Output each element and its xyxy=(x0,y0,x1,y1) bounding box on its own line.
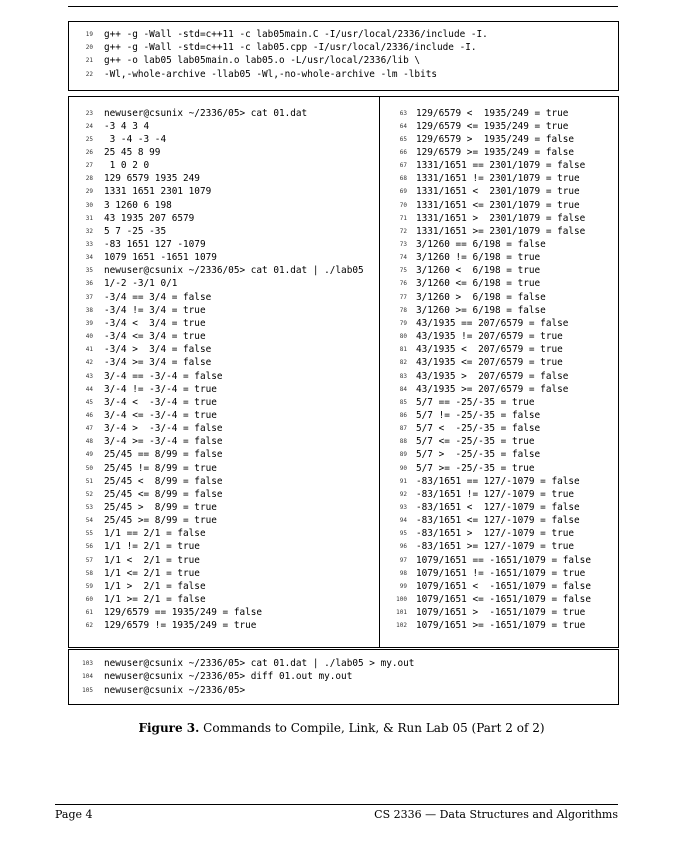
line-number: 66 xyxy=(399,148,407,156)
code-text: 25/45 >= 8/99 = true xyxy=(104,515,217,527)
code-line xyxy=(69,619,256,632)
code-line xyxy=(69,409,217,422)
code-text: 25/45 > 8/99 = true xyxy=(104,502,217,513)
code-line xyxy=(379,146,574,159)
code-text: -83/1651 <= 127/-1079 = false xyxy=(416,515,580,527)
code-text: 25/45 == 8/99 = false xyxy=(104,449,223,461)
line-number: 28 xyxy=(85,175,93,183)
code-text: 3/-4 > -3/-4 = false xyxy=(104,423,223,435)
line-number: 41 xyxy=(85,346,93,354)
line-number: 82 xyxy=(399,359,407,367)
code-line xyxy=(379,448,540,461)
code-text: newuser@csunix ~/2336/05> diff 01.out my.out xyxy=(104,671,353,683)
code-line xyxy=(69,330,206,343)
line-number: 73 xyxy=(399,241,407,248)
code-line xyxy=(379,212,585,225)
line-number: 99 xyxy=(399,582,407,590)
line-number: 32 xyxy=(85,227,93,235)
code-text: -3/4 <= 3/4 = true xyxy=(104,331,206,343)
run-output-box xyxy=(68,96,619,648)
code-text: newuser@csunix ~/2336/05> xyxy=(104,684,246,696)
figure-label: Figure 3. xyxy=(138,721,200,735)
code-text: 3/-4 == -3/-4 = false xyxy=(104,370,223,382)
code-line xyxy=(69,657,414,670)
line-number: 90 xyxy=(399,464,407,472)
code-text: -3/4 > 3/4 = false xyxy=(104,344,212,356)
code-text: 1331/1651 > 2301/1079 = false xyxy=(416,212,586,224)
code-text: 5 7 -25 -35 xyxy=(104,225,167,237)
line-number: 39 xyxy=(85,319,93,327)
code-text: 43 1935 207 6579 xyxy=(104,212,195,224)
line-number: 54 xyxy=(85,517,93,525)
code-line xyxy=(379,304,546,317)
line-number: 51 xyxy=(85,477,93,485)
code-text: g++ -g -Wall -std=c++11 -c lab05main.C -I/usr/local/2336/include -I. xyxy=(104,29,488,40)
code-line xyxy=(379,554,591,567)
line-number: 52 xyxy=(85,490,93,498)
code-text: 25 45 8 99 xyxy=(104,146,161,158)
line-number: 44 xyxy=(85,385,93,393)
line-number: 24 xyxy=(85,122,93,130)
code-text: -83/1651 != 127/-1079 = true xyxy=(416,488,575,500)
line-number: 57 xyxy=(85,556,93,564)
line-number: 71 xyxy=(399,214,407,222)
code-text: 129/6579 != 1935/249 = true xyxy=(104,620,257,632)
code-text: 1079/1651 > -1651/1079 = true xyxy=(416,607,586,619)
code-line xyxy=(379,238,546,251)
code-line xyxy=(69,107,307,120)
code-text: 1331/1651 == 2301/1079 = false xyxy=(416,160,586,172)
line-number: 38 xyxy=(85,306,93,314)
line-number: 78 xyxy=(399,306,407,314)
compile-commands-box xyxy=(68,21,619,91)
code-line xyxy=(69,133,166,146)
code-text: -3 4 3 4 xyxy=(104,120,150,132)
line-number: 97 xyxy=(399,556,407,564)
line-number: 105 xyxy=(82,686,93,694)
line-number: 103 xyxy=(82,660,93,667)
code-text: 1079/1651 <= -1651/1079 = false xyxy=(416,594,591,606)
code-line xyxy=(69,514,217,527)
code-text: 129 6579 1935 249 xyxy=(104,173,200,185)
line-number: 91 xyxy=(399,477,407,485)
code-text: newuser@csunix ~/2336/05> cat 01.dat xyxy=(104,107,308,119)
line-number: 89 xyxy=(399,451,407,459)
line-number: 69 xyxy=(399,188,407,196)
code-text: 3/1260 == 6/198 = false xyxy=(416,239,546,250)
code-line xyxy=(379,251,540,264)
code-line xyxy=(379,185,580,198)
code-line xyxy=(379,199,580,212)
code-text: 5/7 == -25/-35 = true xyxy=(416,396,535,408)
code-text: newuser@csunix ~/2336/05> cat 01.dat | ./lab05 xyxy=(104,265,364,277)
line-number: 23 xyxy=(85,109,93,117)
code-line xyxy=(379,593,591,606)
code-line xyxy=(69,120,149,133)
code-line xyxy=(69,238,206,251)
code-line xyxy=(379,356,563,369)
code-text: 3/-4 < -3/-4 = true xyxy=(104,396,217,408)
code-line xyxy=(69,462,217,475)
code-text: 5/7 != -25/-35 = false xyxy=(416,409,541,421)
line-number: 75 xyxy=(399,267,407,275)
code-line xyxy=(379,120,568,133)
line-number: 27 xyxy=(85,162,93,170)
line-number: 72 xyxy=(399,227,407,235)
code-line xyxy=(379,409,540,422)
code-text: 1079 1651 -1651 1079 xyxy=(104,252,217,264)
code-line xyxy=(69,501,217,514)
code-line xyxy=(379,396,535,409)
line-number: 63 xyxy=(399,109,407,117)
code-line xyxy=(69,396,217,409)
code-line xyxy=(69,370,223,383)
code-line xyxy=(69,606,262,619)
code-text: 25/45 < 8/99 = false xyxy=(104,475,223,487)
code-text: 1/1 == 2/1 = false xyxy=(104,528,206,540)
code-text: -83 1651 127 -1079 xyxy=(104,239,206,250)
diff-commands-box xyxy=(68,649,619,705)
code-line xyxy=(69,212,194,225)
line-number: 77 xyxy=(399,293,407,301)
code-text: 1079/1651 != -1651/1079 = true xyxy=(416,567,586,579)
line-number: 98 xyxy=(399,569,407,577)
code-line xyxy=(69,264,364,277)
code-text: 43/1935 >= 207/6579 = false xyxy=(416,383,569,395)
line-number: 31 xyxy=(85,214,93,222)
code-text: 1079/1651 < -1651/1079 = false xyxy=(416,580,591,592)
line-number: 34 xyxy=(85,254,93,262)
code-text: 129/6579 <= 1935/249 = true xyxy=(416,120,569,132)
code-text: 1/1 > 2/1 = false xyxy=(104,580,206,592)
page-number: Page 4 xyxy=(55,808,93,821)
code-text: 1 0 2 0 xyxy=(104,160,150,172)
code-text: 43/1935 < 207/6579 = true xyxy=(416,344,563,356)
line-number: 68 xyxy=(399,175,407,183)
code-text: 43/1935 == 207/6579 = false xyxy=(416,317,569,329)
line-number: 92 xyxy=(399,490,407,498)
code-line xyxy=(379,383,568,396)
line-number: 21 xyxy=(85,57,93,65)
code-line xyxy=(69,435,223,448)
code-line xyxy=(69,172,200,185)
line-number: 85 xyxy=(399,398,407,406)
code-text: 129/6579 >= 1935/249 = false xyxy=(416,146,575,158)
code-line xyxy=(69,567,200,580)
line-number: 96 xyxy=(399,543,407,551)
code-text: 3/1260 >= 6/198 = false xyxy=(416,304,546,316)
code-line xyxy=(379,540,574,553)
line-number: 74 xyxy=(399,254,407,262)
line-number: 100 xyxy=(396,596,407,604)
line-number: 48 xyxy=(85,438,93,446)
code-text: -3/4 < 3/4 = true xyxy=(104,317,206,329)
code-line xyxy=(69,670,352,683)
code-text: 5/7 < -25/-35 = false xyxy=(416,423,541,435)
line-number: 33 xyxy=(85,241,93,248)
code-text: 1/1 != 2/1 = true xyxy=(104,541,200,553)
code-line xyxy=(379,580,591,593)
code-line xyxy=(69,68,437,81)
line-number: 56 xyxy=(85,543,93,551)
code-line xyxy=(69,185,211,198)
code-line xyxy=(69,488,223,501)
code-line xyxy=(69,448,223,461)
code-text: 1331 1651 2301 1079 xyxy=(104,186,212,198)
code-text: 5/7 <= -25/-35 = true xyxy=(416,436,535,448)
code-text: 129/6579 == 1935/249 = false xyxy=(104,607,263,619)
code-text: 3 1260 6 198 xyxy=(104,199,172,211)
line-number: 29 xyxy=(85,188,93,196)
code-line xyxy=(69,28,488,41)
line-number: 84 xyxy=(399,385,407,393)
line-number: 45 xyxy=(85,398,93,406)
code-text: -83/1651 == 127/-1079 = false xyxy=(416,475,580,487)
code-text: 1079/1651 >= -1651/1079 = true xyxy=(416,620,586,632)
code-text: -83/1651 > 127/-1079 = true xyxy=(416,528,575,540)
line-number: 79 xyxy=(399,319,407,327)
line-number: 55 xyxy=(85,530,93,538)
code-line xyxy=(379,422,540,435)
line-number: 104 xyxy=(82,673,93,681)
line-number: 50 xyxy=(85,464,93,472)
line-number: 58 xyxy=(85,569,93,577)
code-line xyxy=(69,225,166,238)
code-text: 1079/1651 == -1651/1079 = false xyxy=(416,554,591,566)
code-line xyxy=(379,343,563,356)
code-text: 3/1260 < 6/198 = true xyxy=(416,265,541,277)
code-text: 1331/1651 >= 2301/1079 = false xyxy=(416,225,586,237)
code-text: 129/6579 < 1935/249 = true xyxy=(416,107,569,119)
course-title: CS 2336 — Data Structures and Algorithms xyxy=(374,808,618,821)
code-text: 3/1260 > 6/198 = false xyxy=(416,291,546,303)
line-number: 94 xyxy=(399,517,407,525)
code-line xyxy=(379,225,585,238)
code-line xyxy=(379,501,580,514)
code-line xyxy=(69,41,477,54)
code-text: 3/1260 != 6/198 = true xyxy=(416,252,541,264)
line-number: 53 xyxy=(85,504,93,511)
code-line xyxy=(69,356,211,369)
code-text: 3/1260 <= 6/198 = true xyxy=(416,278,541,290)
code-text: -3/4 != 3/4 = true xyxy=(104,304,206,316)
line-number: 30 xyxy=(85,201,93,209)
figure-caption xyxy=(0,721,683,735)
code-line xyxy=(379,462,535,475)
code-line xyxy=(379,330,563,343)
code-text: -83/1651 < 127/-1079 = false xyxy=(416,502,580,513)
line-number: 83 xyxy=(399,372,407,380)
line-number: 35 xyxy=(85,267,93,275)
line-number: 87 xyxy=(399,425,407,433)
line-number: 62 xyxy=(85,622,93,630)
code-text: 5/7 > -25/-35 = false xyxy=(416,449,541,461)
line-number: 40 xyxy=(85,333,93,341)
code-line xyxy=(379,291,546,304)
code-line xyxy=(379,619,585,632)
code-text: 1/-2 -3/1 0/1 xyxy=(104,278,178,290)
code-line xyxy=(379,475,580,488)
line-number: 60 xyxy=(85,596,93,604)
code-line xyxy=(69,251,217,264)
code-line xyxy=(69,540,200,553)
top-rule xyxy=(68,6,618,7)
code-line xyxy=(69,554,200,567)
line-number: 59 xyxy=(85,582,93,590)
line-number: 86 xyxy=(399,411,407,419)
code-line xyxy=(379,317,568,330)
code-line xyxy=(69,54,420,67)
code-line xyxy=(69,317,206,330)
code-text: 3/-4 != -3/-4 = true xyxy=(104,383,217,395)
code-line xyxy=(379,514,580,527)
line-number: 64 xyxy=(399,122,407,130)
code-text: g++ -o lab05 lab05main.o lab05.o -L/usr/local/2336/lib \ xyxy=(104,55,421,67)
line-number: 36 xyxy=(85,280,93,288)
code-line xyxy=(379,606,585,619)
line-number: 76 xyxy=(399,280,407,288)
code-text: 1331/1651 <= 2301/1079 = true xyxy=(416,199,580,211)
code-line xyxy=(69,343,211,356)
line-number: 81 xyxy=(399,346,407,354)
code-text: 1331/1651 != 2301/1079 = true xyxy=(416,173,580,185)
code-text: 43/1935 <= 207/6579 = true xyxy=(416,357,563,369)
line-number: 95 xyxy=(399,530,407,538)
line-number: 70 xyxy=(399,201,407,209)
code-line xyxy=(69,422,223,435)
code-line xyxy=(379,488,574,501)
code-text: 3/-4 <= -3/-4 = true xyxy=(104,409,217,421)
line-number: 93 xyxy=(399,504,407,511)
code-line xyxy=(69,580,206,593)
code-line xyxy=(379,172,580,185)
line-number: 67 xyxy=(399,162,407,170)
line-number: 65 xyxy=(399,135,407,143)
line-number: 20 xyxy=(85,44,93,52)
code-text: 25/45 != 8/99 = true xyxy=(104,462,217,474)
footer-rule xyxy=(55,804,618,805)
code-line xyxy=(69,146,160,159)
code-line xyxy=(379,527,574,540)
code-line xyxy=(379,435,535,448)
code-line xyxy=(69,304,206,317)
line-number: 42 xyxy=(85,359,93,367)
code-text: 3/-4 >= -3/-4 = false xyxy=(104,436,223,448)
code-line xyxy=(69,199,172,212)
code-text: -3/4 == 3/4 = false xyxy=(104,291,212,303)
code-line xyxy=(379,159,585,172)
code-text: newuser@csunix ~/2336/05> cat 01.dat | ./lab05 > my.out xyxy=(104,658,415,669)
code-text: 1/1 >= 2/1 = false xyxy=(104,594,206,606)
code-text: 129/6579 > 1935/249 = false xyxy=(416,133,575,145)
figure-caption-text: Commands to Compile, Link, & Run Lab 05 (Part 2 of 2) xyxy=(203,721,545,735)
line-number: 46 xyxy=(85,411,93,419)
code-text: -3/4 >= 3/4 = false xyxy=(104,357,212,369)
code-line xyxy=(69,383,217,396)
code-text: 1/1 <= 2/1 = true xyxy=(104,567,200,579)
line-number: 47 xyxy=(85,425,93,433)
line-number: 102 xyxy=(396,622,407,630)
line-number: 22 xyxy=(85,70,93,78)
code-line xyxy=(69,277,177,290)
line-number: 25 xyxy=(85,135,93,143)
code-line xyxy=(69,291,211,304)
code-text: 3 -4 -3 -4 xyxy=(104,133,167,145)
code-line xyxy=(379,133,574,146)
code-line xyxy=(379,567,585,580)
code-text: -83/1651 >= 127/-1079 = true xyxy=(416,541,575,553)
code-text: -Wl,-whole-archive -llab05 -Wl,-no-whole-archive -lm -lbits xyxy=(104,68,438,80)
code-line xyxy=(69,593,206,606)
code-text: 1/1 < 2/1 = true xyxy=(104,554,200,566)
line-number: 19 xyxy=(85,31,93,38)
code-line xyxy=(379,370,568,383)
code-text: g++ -g -Wall -std=c++11 -c lab05.cpp -I/usr/local/2336/include -I. xyxy=(104,42,477,54)
line-number: 88 xyxy=(399,438,407,446)
code-line xyxy=(69,527,206,540)
code-line xyxy=(379,107,568,120)
line-number: 37 xyxy=(85,293,93,301)
code-text: 5/7 >= -25/-35 = true xyxy=(416,462,535,474)
line-number: 49 xyxy=(85,451,93,459)
code-text: 1331/1651 < 2301/1079 = true xyxy=(416,186,580,198)
line-number: 80 xyxy=(399,333,407,341)
code-line xyxy=(379,264,540,277)
code-line xyxy=(69,475,223,488)
code-text: 25/45 <= 8/99 = false xyxy=(104,488,223,500)
line-number: 26 xyxy=(85,148,93,156)
line-number: 101 xyxy=(396,609,407,617)
code-line xyxy=(379,277,540,290)
code-text: 43/1935 != 207/6579 = true xyxy=(416,331,563,343)
code-line xyxy=(69,159,149,172)
code-text: 43/1935 > 207/6579 = false xyxy=(416,370,569,382)
line-number: 61 xyxy=(85,609,93,617)
line-number: 43 xyxy=(85,372,93,380)
code-line xyxy=(69,684,245,697)
